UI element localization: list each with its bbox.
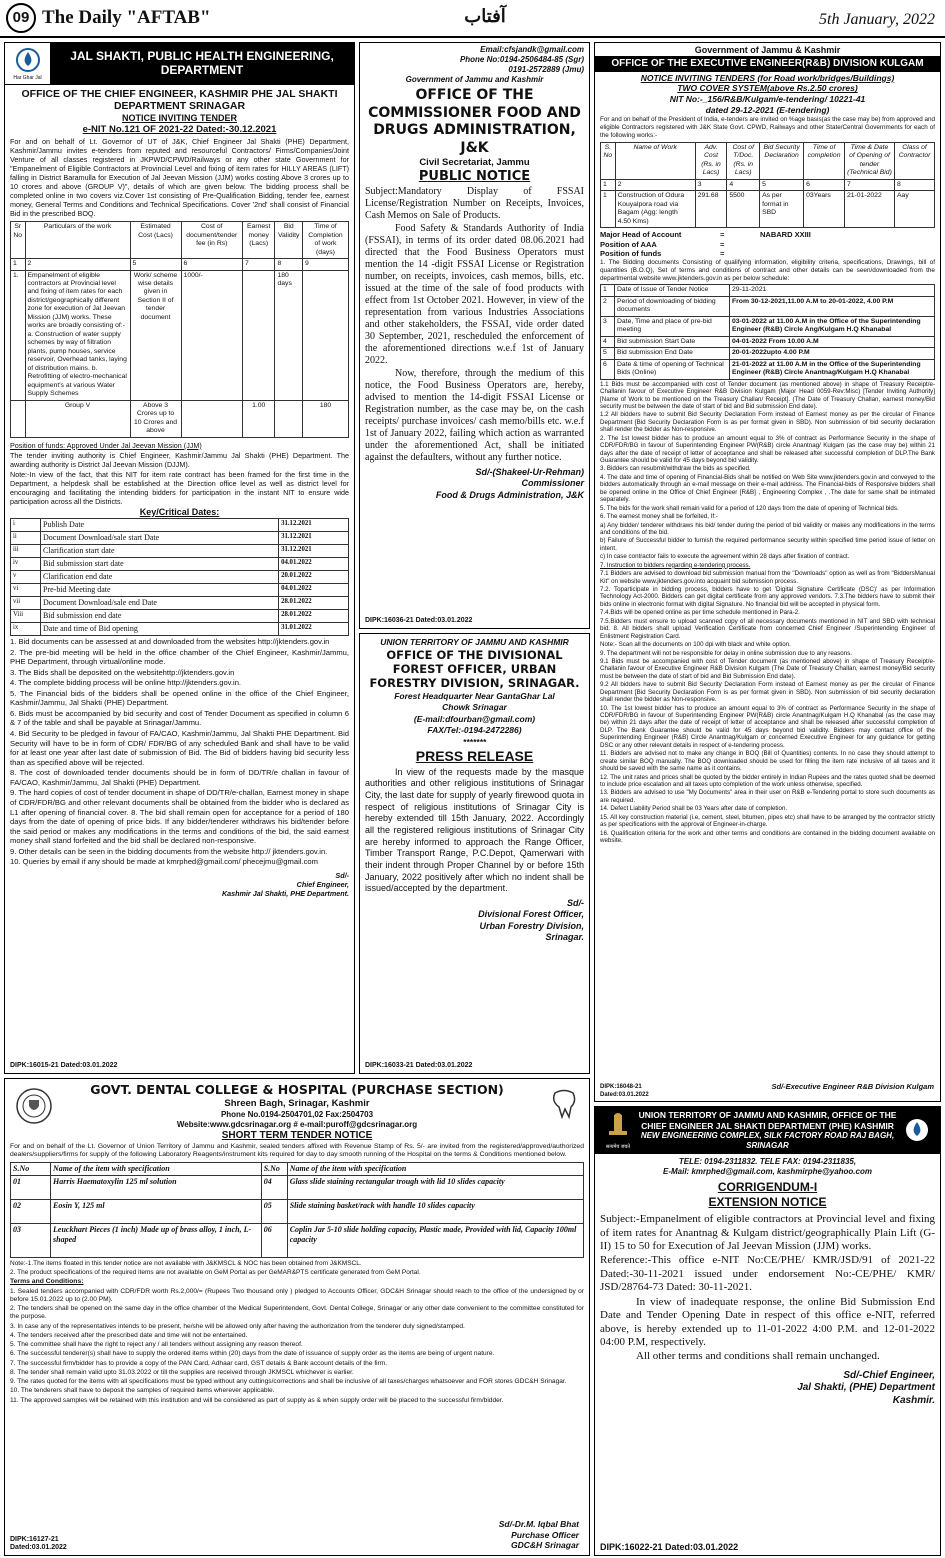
masthead-logo: آفتاب <box>464 6 506 27</box>
press-release-body: In view of the requests made by the masque authorities and other religious institutions of Srinagar City, the last date for supply of yearly firewood quota in respect of religious institutions of Srinagar City is hereby extended till 15th January, 2022. Accordingly all the registered religious institutions of Srinagar City are hereby informed to approach the Range Officer, Timber Transport Range, P.C.Depot, Qamerwari with their indent through Proper Channel by or before 15th January, 2022 positively after which no indent shall be issued/accepted by the department. <box>365 766 584 894</box>
department-title: JAL SHAKTI, PUBLIC HEALTH ENGINEERING, DEPARTMENT <box>50 43 354 84</box>
dipk-number: DIPK:16015-21 Dated:03.01.2022 <box>10 1062 118 1070</box>
dipk-number: DIPK:16022-21 Dated:03.01.2022 <box>600 1541 739 1552</box>
office-title: OFFICE OF THE DIVISIONAL FOREST OFFICER, URBAN FORESTRY DIVISION, SRINAGAR. <box>369 647 580 691</box>
rb-kulgam-tender-notice <box>594 42 941 1102</box>
nit-date: dated 29-12-2021 (E-tendering) <box>705 104 830 115</box>
dipk-number: DIPK:16048-21 Dated:03.01.2022 <box>600 1084 649 1098</box>
signature-block: Sd/-Executive Engineer R&B Division Kulgam <box>771 1081 934 1091</box>
subject-paragraph: Subject:Mandatory Display of FSSAI License/Registration Number on Receipts, Invoices, Cash Memos on Sale of Products. <box>365 186 584 222</box>
tooth-icon <box>551 1089 577 1121</box>
phone-fax: Phone No.0194-2504701,02 Fax:2504703 <box>220 1109 374 1119</box>
key-dates-table: i Publish Date 31.12.2021 ii Document Download/sale start Date 31.12.2021 iii Clarification start date 31.12.2021 iv Bid submission start date 04.01.2022 v Clarification end date 20.01.2022 vi Pre-bid Meeting date 04.01.2022 vii Document Download/sale end Date 28.01.2022 Viii Bid submission end date 28.01.2022 ix Date and time of Bid opening 31.01.2022 <box>10 518 349 636</box>
conditions-list: 1.1 Bids must be accompanied with cost of Tender document (as mentioned above) in shape of Treasury Receipt/e-Challanin favour of Executive Engineer R&B Division Kulgam (Major Head 0059-Rev:Misc) [Tender Inviting Authority][Name of Work to be mentioned on the Treasury Challan/ Receipt]. (The Date of Treasury Challan, earnest money/Bid security must be between the date of start of bid and Bid submission End date). 1.2 All bidders have to submit Bid Security Declaration Form instead of Earnest money as per the circular of Finance Department [Bid Security Declaration Form is as per format given in SBD). Non submission of bid security declaration shall render the bidder as Non-responsive. 2. The 1st lowest bidder has to produce an amount equal to 3% of contract as Performance Security in the shape of CDR/FDR/BG in favour of Superintending Engineer PW(R&B) circle Anantnag/ Kulgam (as the case may be) within 21 days after the date of receipt of letter of acceptance and shall be released after successful completion of DLP.The Bank Guarantee should be valid for 45 days beyond bid validity. 3. Bidders can resubmit/withdraw the bids as specified. 4. The date and time of opening of Financial-Bids shall be notified on Web Site www.jktenders.gov.in and conveyed to the bidders automatically through an e-mail message on their e-mail address. The Financial-bids of Responsive bidders shall be opened online in the Office of Chief Engineer [R&B] , Engineering Complex , .The date for same shall be intimated separately. 5. The bids for the work shall remain valid for a period of 120 days from the date of opening of Technical bids. 6. The earnest money shall be forfeited, If:- a) Any bidder/ tenderer withdraws his bid/ tender during the period of bid validity or makes any modifications in the terms and conditions of the bid. b) Failure of Successful bidder to furnish the required performance security within specified time period issue of letter on intent. c) In case contractor fails to execute the agreement within 28 days after fixation of contract. 7. Instruction to bidders regarding e-tendering process. 7.1 Bidders are advised to download bid submission manual from the "Downloads" option as well as from "BiddersManual Kit" on website www.jktenders.gov.into acquaint bid submission process. 7.2. Toparticipate in bidding process, bidders have to get 'Digital Signature Certificate (DSC)' as per Information Technology Act-2000. Bidders can get digital certificate from any approved vendors. 7.3.The bidders have to submit their bids online in electronic format with digital Signature. No financial bid will be accepted in physical form. 7.4.Bids will be opened online as per time schedule mentioned in Para-2. 7.5.Bidders must ensure to upload scanned copy of all necessary documents mentioned in NIT and SBD with technical bid. 8. All bidders shall upload Verification Certificate from concerned Chief Engineer /Superintending Engineer of Enlistment Registration Card. Note:- Scan all the documents on 100 dpi with black and white option. 9. The department will not be responsible for delay in online submission due to any reasons. 9.1 Bids must be accompanied with cost of Tender document (as mentioned above) in shape of Treasury Receipt/e-Challanin favour of Executive Engineer R&B Division Kulgam (The Date of Treasury Challan, earnest money/Bid security must be between the date of start of bid and Bid Submission End date). 9.2 All bidders have to submit Bid Security Declaration Form instead of Earnest money as per the circular of Finance Department [Bid Security Declaration Form is as per format given in SBD). Non submission of bid security declaration shall render the bidder as Non-responsive. 10. The 1st lowest bidder has to produce an amount equal to 3% of contract as Performance Security in the shape of CDR/FDR/BG in favour of Superintending Engineer PW(R&B) circle Anantnag/Kulgam H.Q Khanabal (as the case may be) within 21 days after the date of receipt of letter of acceptance and shall be released after successful completion of DLP. The Bank Guarantee should be valid for 45 days beyond bid validity. Bidders may contact office of the Superintending Engineer (R&B) Circle Anantnag/Kulgam or concerned Executive Engineer for any guidance for getting DSC or any other relevant details in respect of e-tendering process. 11. Bidders are advised not to make any change in BOQ (Bill of Quantities) contents. In no case they should attempt to create similar BOQ manually. The BOQ downloaded should be used for filling the item rate inclusive of all taxes and it should be saved with the same name as it contains. 12. The unit rates and prices shall be quoted by the bidder entirely in Indian Rupees and the rates quoted shall be deemed to include price escalation and all taxes upto completion of the work unless otherwise, specified. 13. Bidders are advised to use "My Documents" area in their user on R&B e-Tendering portal to store such documents as are required. 14. Defect Liability Period shall be 03 Years after date of completion. 15. All key construction material (i.e, cement, steel, bitumen, pipes etc) shall have to be arranged by the contractor strictly as per specifications with the approval of Engineer-in-charge. 16. Qualification criteria for the work and other terms and conditions are contained in the bidding document available on website. <box>600 380 935 845</box>
issue-date: 5th January, 2022 <box>819 11 935 28</box>
extension-paragraph: In view of inadequate response, the online Bid Submission End Date and Tender Opening Date in respect of this office e-NIT, referred above, is hereby extended up to 11-01-2022 4:00 P.M. and 12-01-2022 04:00 P.M, respectively. <box>600 1295 935 1348</box>
unchanged-terms: All other terms and conditions shall remain unchanged. <box>636 1350 880 1363</box>
jal-jeevan-logo <box>897 1117 937 1145</box>
forest-press-release <box>359 633 590 1074</box>
account-heads: Major Head of Account = NABARD XXIII Position of AAA = Position of funds = <box>600 230 811 258</box>
college-emblem <box>15 1087 53 1127</box>
press-release-title: PRESS RELEASE <box>415 748 534 765</box>
clauses-list: 1. Bid documents can be assessed at and downloaded from the websites http://jktenders.gov.in 2. The pre-bid meeting will be held in the office chamber of the Chief Engineer, Kashmir/Jammu, PHE Department, through virtual/online mode. 3. The Bids shall be deposited on the websitehttp://jktenders.gov.in 4. The complete bidding process will be online http://jktenders.gov.in. 5. The Financial bids of the bidders shall be opened online in the office of the Chief Engineer, Kashmir/Jammu, Jal Shakti (PHE) Department. 6. Bids must be accompanied by bid security and cost of Tender Document as specified in column 6 & 7 of the table and shall be payable at Srinagar/Jammu. 4. Bid Security to be pledged in favour of FA/CAO, Kashmir/Jammu, Jal Shakti PHE Department. Bid Security will have to be in form of CDR/ FDR/BG of any scheduled Bank and shall have to be valid for at least one year after last date of submission of Bid. The Bid of bidders having bid security less than as specified above will be rejected. 8. The cost of downloaded tender documents should be in form of DD/TR/e challan in favour of FA/CAO, Kashmir/Jammu, Jal Shakti (PHE) Department. 9. The hard copies of cost of tender document in shape of DD/TR/e-challan, Earnest money in shape of CDR/FDR/BG and other relevant documents shall be obtained from the bidder who is declared as L1 after opening of financial cover. 8. The bid shall remain open for acceptance for a period of 180 days from the date of opening of price bids. If any bidder/tenderer withdraws his bid/tender before the said period or makes any modifications in the terms and conditions of the bid, the said earnest money shall stand forfeited and the bid shall be declared non-responsive. 9. Other details can be seen in the bidding documents from the website http:// jktenders.gov.in. 10. Queries by email if any should be made at kmrphed@gmail.com/ phecejmu@gmail.com <box>10 636 349 867</box>
subject-paragraph: Subject:-Empanelment of eligible contractors at Provincial level and fixing of item rates for Anantnag & Kulgam district/geographically Plain Lift (G-II) 15 to 50 for Execution of Jal Jeevan Mission (JJM) works. <box>600 1213 935 1253</box>
page-number: 09 <box>6 3 36 33</box>
body-paragraph-2: Now, therefore, through the medium of this notice, the Food Business Operators are, hereby, advised to mention the 14-digit FSSAI License or Registration number, as the case may be, on the cash receipts/ purchase invoices/ cash memo/bills etc. w.e.f 1st of January 2022, failing which action as warranted under the aforementioned Act, shall be initiated against the defaulters, without any further notice. <box>365 368 584 464</box>
helpdesk-note: Note:-In view of the fact, that this NIT for item rate contract has been framed for the first time in the Department, a helpdesk shall be established at the Direction office level as well as district level for encouraging and facilitating the intending bidders for participation in the instant NIT to ensure wide participation across all the Districts. <box>10 469 349 506</box>
header-band <box>595 1107 940 1154</box>
telephone: TELE: 0194-2311832. TELE FAX: 0194-2311835, <box>678 1157 857 1167</box>
secretariat: Civil Secretariat, Jammu <box>419 157 530 168</box>
college-address: Shreen Bagh, Srinagar, Kashmir <box>224 1097 370 1109</box>
note-2: 2. The product specifications of the required items are not available on GeM Portal as per GeMAR&PTS certificate generated from GeM Portal. <box>10 1269 421 1277</box>
national-emblem-icon: सत्यमेव जयते <box>598 1112 638 1150</box>
website-email: Website:www.gdcsrinagar.org # e-mail:puroff@gdcsrinagar.org <box>176 1119 418 1129</box>
nit-number: NIT No:-_156/R&B/Kulgam/e-tendering/ 10221-41 <box>669 94 866 104</box>
schedule-table: 1 Date of Issue of Tender Notice 29-11-2021 2 Period of downloading of bidding documents From 30-12-2021,11.00 A.M to 20-01-2022, 4.00 P.M 3 Date, Time and place of pre-bid meeting 03-01-2022 at 11.00 A.M in the Office of the Superintending Engineer (R&B) Circle Ang/Kulgam H.Q Khanabal 4 Bid submission Start Date 04-01-2022 From 10.00 A.M 5 Bid submission End Date 20-01-2022upto 4.00 P.M 6 Date & time of opening of Technical Bids (Online) 21-01-2022 at 11.00 A.M in the Office of the Superintending Engineer (R&B) Circle Anantnag/Kulgam H.Q Khanabal <box>600 284 935 379</box>
office-title: OFFICE OF THE EXECUTIVE ENGINEER(R&B) DIVISION KULGAM <box>595 56 940 72</box>
office-address: Forest Headquarter Near GantaGhar Lal Chowk Srinagar (E-mail:dfourban@gmail.com) FAX/Tel:-0194-2472286) ******* <box>394 690 555 747</box>
office-title: OFFICE OF THE COMMISSIONER FOOD AND DRUGS ADMINISTRATION, J&K <box>368 87 581 156</box>
office-title: OFFICE OF THE CHIEF ENGINEER, KASHMIR PHE JAL SHAKTI DEPARTMENT SRINAGAR <box>21 87 338 113</box>
items-table: S.No Name of the item with specification S.No Name of the item with specification 01 Harris Haematoxylin 125 ml solution 04 Glass slide staining rectangular trough with lid 10 slides capacity 02 Eosin Y, 125 ml 05 Slide staining basket/rack with handle 10 slides capacity 03 Leuckhart Pieces (1 inch) Made up of brass alloy, 1 inch, L-shaped 06 Coplin Jar 5-10 slide holding capacity, Plastic made, Provided with lid, Capacity 100ml capacity <box>10 1162 584 1258</box>
nit-number: e-NIT No.121 OF 2021-22 Dated:-30.12.2021 <box>82 124 277 136</box>
govt-name: Government of Jammu and Kashmir <box>405 75 544 84</box>
ut-name: UNION TERRITORY OF JAMMU AND KASHMIR <box>380 637 569 647</box>
body-paragraph-1: Food Safety & Standards Authority of India (FSSAI), in terms of its order dated 08.06.2021 had directed that the Food Business Operators must mention the 14 -digit FSSAI License or Registration number, on receipts, invoices, cash memos, bills, etc. issued at the time of the sale of food products with effect from 1st October 2021. However, in view of the representation from various Industries Associations and other stakeholders, the FSSAI, vide order dated 30 September, 2021, rescheduled the enforcement of the aforementioned directions w.e.f 1st of January 2022. <box>365 223 584 367</box>
terms-title: Terms and Conditions: <box>10 1278 84 1286</box>
position-of-funds: Position of funds: Approved Under Jal Jeevan Mission (JJM) <box>10 440 202 450</box>
dipk-number: DIPK:16127-21 Dated:03.01.2022 <box>10 1535 67 1552</box>
tender-authority: The tender inviting authority is Chief Engineer, Kashmir/Jammu Jal Shakti (PHE) Department. The awarding authority is District Jal Jeevan Mission (DJJM). <box>10 450 349 469</box>
bidding-documents-para: 1. The Bidding documents Consisting of qualifying information, eligibility criteria, specifications, Drawings, bill of quantities (B.O.Q), Set of terms and conditions of contract and other details can be seen/downloaded from the departmental website www.jktenders.gov.in as per below schedule: <box>600 259 935 283</box>
newspaper-name: The Daily "AFTAB" <box>42 7 211 29</box>
works-table: Sr No Particulars of the work Estimated Cost (Lacs) Cost of document/tender fee (in Rs) Earnest money (Lacs) Bid Validity Time of Completion of work (days) 1 2 5 6 7 8 9 1. Empanelment of eligible contractors at Provincial level and fixing of item rates for each district/geographically different zone for execution of Jal Jeevan Mission (JJM) works. These works are broadly consisting of:- a. Construction of water supply schemes by way of filtration plants, pump houses, service reservoir, Overhead tanks, laying of distribution mains. b. Retrofitting of electro-mechanical equipment's at various Water Supply Schemes Work/ scheme wise details given in Section II of tender document 1000/- 180 days Group V Above 3 Crores up to 10 Crores and above 1.00 180 <box>10 221 349 438</box>
notice-title: NOTICE INVITING TENDERS (for Road work/bridges/Buildings) <box>640 72 895 83</box>
har-ghar-jal-logo: Har Ghar Jal <box>5 43 50 84</box>
public-notice-title: PUBLIC NOTICE <box>418 168 531 184</box>
corrigendum-title: CORRIGENDUM-I <box>717 1180 818 1195</box>
signature-block: Sd/- Divisional Forest Officer, Urban Forestry Division, Srinagar. <box>478 898 584 942</box>
college-title: GOVT. DENTAL COLLEGE & HOSPITAL (PURCHASE SECTION) <box>90 1082 504 1097</box>
dental-college-tender-notice <box>4 1078 590 1556</box>
signature-block: Sd/-(Shakeel-Ur-Rehman) Commissioner Food & Drugs Administration, J&K <box>435 467 584 500</box>
key-dates-title: Key/Critical Dates: <box>139 506 220 517</box>
phe-corrigendum-notice <box>594 1106 941 1556</box>
terms-list: 1. Sealed tenders accompanied with CDR/FDR worth Rs.2,000/= (Rupees Two thousand only ) pledged to Accounts Officer, GDC&H Srinagar should reach to the office of the undersigned by or before 15.01.2022 up to (2.00 PM). 2. The tenders shall be opened on the same day in the office chamber of the Medical Superintendent, Govt. Dental College, Srinagar or any other date convenient to the committee constituted for the purpose. 3. In case any of the representatives intends to be present, he/she will be allowed only after having the authorization from the tenderer duly signed/stamped. 4. The tenders received after the prescribed date and time will not be entertained. 5. The committee shall have the right to reject any / all tenders without assigning any reason thereof. 6. The successful tenderer(s) shall have to supply the ordered items within (20) days from the date of issuance of supply order as the items are being of urgent nature. 7. The successful firm/bidder has to provide a copy of the PAN Card, Adhaar card, GST details & Bank account details of the firm. 8. The tender shall remain valid upto 31.03.2022 or till the supplies are received through JKMSCL whichever is earlier. 9. The rates quoted for the items with all specifications must be typed without any cuttings/corrections and shall be inclusive of all taxes/charges whatsoever and FOR stores GDC&H Srinagar. 10. The tenderers shall have to deposit the samples of required items wherever applicable. 11. The approved samples will be retained with this institution and will be considered as part of supply as & when supply order will be placed to the successful firm/bidder. <box>10 1287 584 1404</box>
contact-details: Email:cfsjandk@gmail.com Phone No:0194-2506484-85 (Sgr) 0191-2572889 (Jmu) <box>459 45 584 74</box>
notice-title: SHORT TERM TENDER NOTICE <box>221 1129 373 1141</box>
phe-tender-notice <box>4 42 355 1074</box>
notice-title: NOTICE INVITING TENDER <box>121 112 237 123</box>
intro-text: For and on behalf of the President of India, e-tenders are invited on %age basis(as the case may be) from approved and eligible Contractors registered with J&K State Govt. CPWD, Railways and other State/Central Governments for each of the following works:- <box>600 116 935 139</box>
dipk-number: DIPK:16033-21 Dated:03.01.2022 <box>365 1062 473 1070</box>
dipk-number: DIPK:16036-21 Dated:03.01.2022 <box>365 617 473 625</box>
intro-text: For and on behalf of the Lt. Governor of Union Territory of Jammu and Kashmir, sealed tenders affixed with Revenue Stamp of Rs. 5/- are invited from the registered/approved/authorized dealers/suppliers/firms for supply of the following Laboratory Reagents/instrument kits required for day to day smooth running of the Hospital on the terms & Conditions mentioned below. <box>10 1143 584 1159</box>
note-1: Note:-1.The items floated in this tender notice are not available with J&KMSCL & NOC has been obtained from J&KMSCL. <box>10 1259 362 1267</box>
email: E-Mail: kmrphed@gmail.com, kashmirphe@yahoo.com <box>663 1167 872 1177</box>
reference-paragraph: Reference:-This office e-NIT No:CE/PHE/ KMR/JSD/91 of 2021-22 Dated:-30-11-2021 issued under endorsement No:-CE/PHE/ KMR/ JSD/28764-73 Dated: 30-11-2021. <box>600 1254 935 1294</box>
signature-block: Sd/- Chief Engineer, Kashmir Jal Shakti, PHE Department. <box>221 870 349 898</box>
works-table: S. No Name of Work Adv. Cost (Rs. in Lacs) Cost of T/Doc. (Rs. in Lacs) Bid Security Declaration Time of completion Time & Date of Opening of tender (Technical Bid) Class of Contractor 1 2 3 4 5 6 7 8 1 Construction of Odura Kouyalpora road via Bagam (Agg: length 4.50 Kms) 291.68 5500 As per format in SBD 03Years 21-01-2022 Aay <box>600 142 935 228</box>
intro-text: For and on behalf of Lt. Governor of UT of J&K, Chief Engineer Jal Shakti (PHE) Department, Kashmir/Jammu invites e-tenders from reputed and resourceful Contractors/ Firms/Companies/Joint Venture of all classes registered in JKPWD/CPWD/Railways or any other state Government for "Empanelment of Eligible Contractors at Provincial Level and fixing of item rates for HILLY AREAS (LIFT) falling in District Baramulla for Execution of Jal Jeevan Mission (JJM) works costing Above 3 crores up to 10 crores and above (GROUP V)", details of which are given below. The bidding process shall be completed online in two covers viz.Cover 1st consisting of Pre-Qualification Bidding, tender fee, earnest money, General Terms and Conditions and Technical Specifications. Cover '2nd' shall consist of Financial Bid in the prescribed BOQ. <box>10 137 349 219</box>
food-drugs-public-notice <box>359 42 590 629</box>
extension-title: EXTENSION NOTICE <box>708 1195 827 1210</box>
signature-block: Sd/-Chief Engineer, Jal Shakti, (PHE) Department Kashmir. <box>797 1369 935 1406</box>
signature-block: Sd/-Dr.M. Iqbal Bhat Purchase Officer GDC&H Srinagar <box>498 1519 579 1551</box>
cover-system: TWO COVER SYSTEM(above Rs.2.50 crores) <box>677 83 858 94</box>
office-title: UNION TERRITORY OF JAMMU AND KASHMIR, OFFICE OF THE CHIEF ENGINEER JAL SHAKTI DEPARTMENT (PHE) KASHMIR NEW ENGINEERING COMPLEX, SILK FACTORY ROAD RAJ BAGH, SRINAGAR <box>638 1110 897 1151</box>
govt-name: Government of Jammu & Kashmir <box>694 45 841 55</box>
